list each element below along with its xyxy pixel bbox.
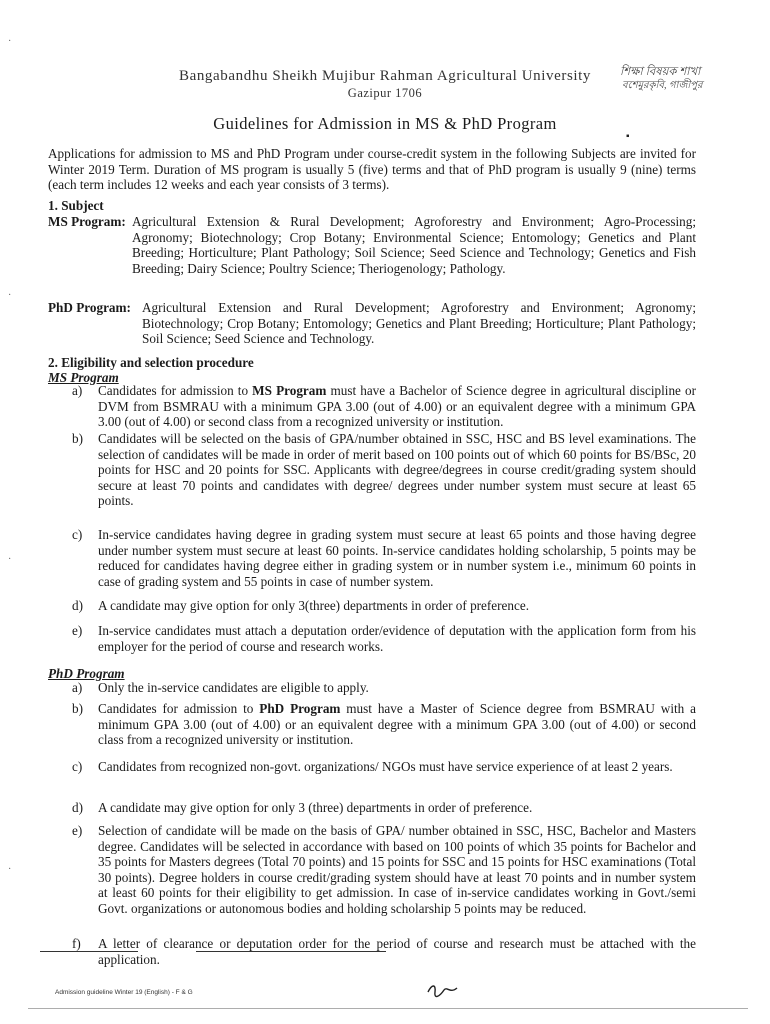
ms-eligibility-item-text <box>98 431 696 509</box>
ms-eligibility-item-label: e) <box>72 623 83 638</box>
ms-eligibility-item-text <box>98 598 696 614</box>
university-address: Gazipur 1706 <box>347 86 423 100</box>
phd-eligibility-item-text <box>98 800 696 816</box>
phd-subject-label: PhD Program <box>48 300 127 315</box>
phd-eligibility-item-text-part: must have a Master of Science degree from BSMRAU with a minimum GPA 3.00 (out of 4.00) or an equivalent degree with a minimum GPA 3.00 (out of 4.00) or second class from a recognized university or institution. <box>98 701 696 748</box>
ms-eligibility-item-emphasis: MS Program <box>252 383 327 398</box>
phd-eligibility-item-text-part: A candidate may give option for only 3 (three) departments in order of preference. <box>98 800 533 815</box>
phd-eligibility-item-label: d) <box>72 800 83 815</box>
phd-eligibility-item-text <box>98 759 696 775</box>
ms-eligibility-item-label: c) <box>72 527 83 542</box>
ms-eligibility-item-text-part: must have a Bachelor of Science degree in agricultural discipline or DVM from BSMRAU with a minimum GPA 3.00 (out of 4.00) or an equivalent degree with a minimum GPA 3.00 (out of 4.00) or second class from a recognized university or institution. <box>98 383 697 430</box>
phd-eligibility-item-text <box>98 823 696 917</box>
document-title: Guidelines for Admission in MS & PhD Program <box>213 114 557 133</box>
ms-eligibility-item-text-part: A candidate may give option for only 3(three) departments in order of preference. <box>98 598 529 613</box>
ms-eligibility-item-text-part: In-service candidates having degree in grading system must secure at least 65 points and those having degree under number system must secure at least 60 points. In-service candidates holding scholarship, 5 points may be reduced for candidates having degree either in grading system or in number system i.e., minimum 60 points in case of grading system and 55 points in case of number system. <box>98 527 696 589</box>
phd-subject-label-wrap: PhD Program: <box>48 300 131 315</box>
ms-eligibility-item-text <box>98 383 696 430</box>
signature-mark <box>424 980 460 1000</box>
phd-eligibility-heading: PhD Program <box>48 666 125 681</box>
ms-eligibility-item-text-part: In-service candidates must attach a deputation order/evidence of deputation with the application form from his employer for the period of course and research works. <box>98 623 696 654</box>
intro-paragraph: Applications for admission to MS and PhD Program under course-credit system in the following Subjects are invited for Winter 2019 Term. Duration of MS program is usually 5 (five) terms and that of PhD program is usually 9 (nine) terms (each term includes 12 weeks and each year consists of 3 terms). <box>48 146 696 193</box>
phd-eligibility-item-label: a) <box>72 680 83 695</box>
phd-eligibility-item-text-part: Candidates from recognized non-govt. organizations/ NGOs must have service experience of at least 2 years. <box>98 759 673 774</box>
phd-eligibility-item-text-part: Only the in-service candidates are eligible to apply. <box>98 680 369 695</box>
eligibility-heading: 2. Eligibility and selection procedure <box>48 355 254 370</box>
ms-eligibility-item-text-part: Candidates for admission to <box>98 383 253 398</box>
subject-heading: 1. Subject <box>48 198 104 213</box>
ms-subject-list: Agricultural Extension & Rural Development; Agroforestry and Environment; Agro-Processing; Agronomy; Biotechnology; Crop Botany; Environmental Science; Entomology; Genetics and Plant Breeding; Horticulture; Plant Pathology; Soil Science; Seed Science and Technology; Genetics and Fish Breeding; Dairy Science; Poultry Science; Theriogenology; Pathology. <box>132 214 696 276</box>
scan-mark: ▪ <box>626 131 630 142</box>
phd-eligibility-item-text-part: A letter of clearance or deputation order for the period of course and research must be attached with the application. <box>98 936 696 967</box>
ms-eligibility-item-text <box>98 527 696 589</box>
ms-subject-label-wrap: MS Program: <box>48 214 126 229</box>
ms-eligibility-item-text <box>98 623 696 654</box>
phd-eligibility-item-label: e) <box>72 823 83 838</box>
phd-subject-list: Agricultural Extension and Rural Development; Agroforestry and Environment; Agronomy; Biotechnology; Crop Botany; Entomology; Genetics and Plant Breeding; Horticulture; Plant Pathology; Soil Science; Seed Science and Technology. <box>142 300 696 347</box>
margin-mark: · <box>8 554 12 565</box>
ms-eligibility-item-label: b) <box>72 431 83 446</box>
ms-eligibility-heading: MS Program <box>48 370 119 385</box>
phd-eligibility-item-text <box>98 701 696 748</box>
phd-eligibility-item-label: c) <box>72 759 83 774</box>
phd-eligibility-item-emphasis: PhD Program <box>259 701 341 716</box>
bottom-rule <box>28 1008 748 1009</box>
ms-subject-label: MS Program <box>48 214 122 229</box>
margin-mark: · <box>8 290 12 301</box>
phd-eligibility-item-label: f) <box>72 936 81 951</box>
strike-through-mark <box>40 951 138 952</box>
phd-eligibility-item-label: b) <box>72 701 83 716</box>
bangla-stamp-line-2: বশেমুরকৃবি, গাজীপুর <box>622 80 703 91</box>
footer-file-label: Admission guideline Winter 19 (English) - F & G <box>55 989 193 996</box>
bangla-stamp-line-1: শিক্ষা বিষয়ক শাখা <box>620 66 701 78</box>
strike-through-mark <box>196 951 386 952</box>
margin-mark: · <box>8 36 12 47</box>
ms-eligibility-item-label: a) <box>72 383 83 398</box>
phd-eligibility-item-text <box>98 680 696 696</box>
university-name: Bangabandhu Sheikh Mujibur Rahman Agricultural University <box>178 68 592 84</box>
phd-eligibility-item-text <box>98 936 696 967</box>
ms-eligibility-item-text-part: Candidates will be selected on the basis of GPA/number obtained in SSC, HSC and BS level examinations. The selection of candidates will be made in order of merit based on 100 points out of which 60 points for BS/BSc, 20 points for HSC and 20 points for SSC. Applicants with degree/degrees in course credit/grading system should secure at least 70 points and candidates with degree/ degrees under number system must secure at least 65 points. <box>98 431 696 509</box>
phd-eligibility-item-text-part: Selection of candidate will be made on the basis of GPA/ number obtained in SSC, HSC, Bachelor and Masters degree. Candidates will be selected in accordance with based on 100 points of which 35 points for Bachelor and 35 points for Masters degrees (Total 70 points) and 15 points for SSC and 15 points for HSC examinations (Total 30 points). Degree holders in course credit/grading system should have at least 70 points and in number system at least 60 points for their eligibility to get admission. In case of in-service candidates working in Govt./semi Govt. organizations or autonomous bodies and holding scholarship 5 points may be reduced. <box>98 823 696 916</box>
ms-eligibility-item-label: d) <box>72 598 83 613</box>
phd-eligibility-item-text-part: Candidates for admission to <box>98 701 260 716</box>
margin-mark: · <box>8 864 12 875</box>
